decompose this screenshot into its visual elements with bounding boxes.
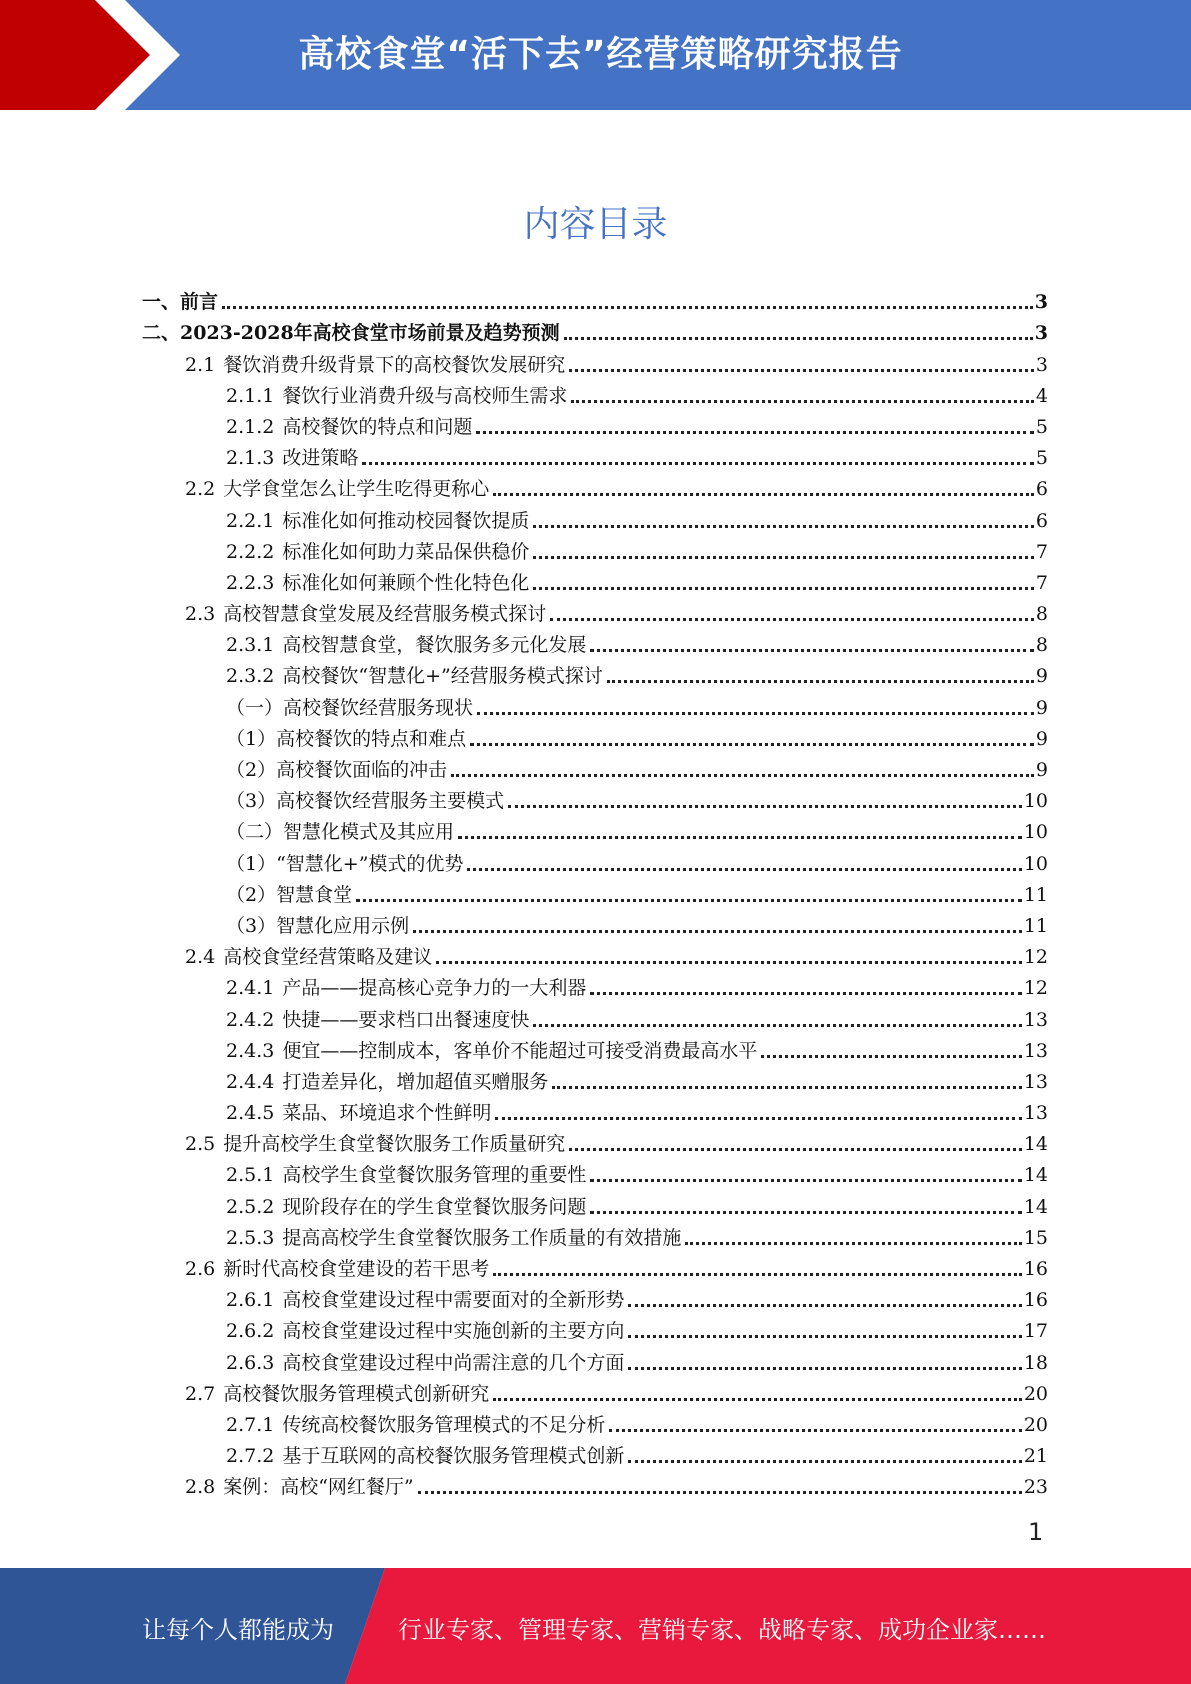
toc-entry-page: 3 (1034, 322, 1048, 345)
toc-entry[interactable] (142, 969, 1048, 1000)
toc-entry[interactable] (142, 1187, 1048, 1218)
toc-entry-number: 2.4.4 (226, 1070, 275, 1093)
toc-entry-title: 高校食堂经营策略及建议 (223, 946, 433, 969)
toc-entry-number: 2.5.2 (226, 1195, 275, 1218)
toc-entry-page: 10 (1023, 790, 1048, 813)
toc-dot-leader (628, 1355, 1021, 1370)
toc-entry-page: 21 (1023, 1445, 1048, 1468)
toc-entry-page: 15 (1023, 1226, 1048, 1249)
toc-entry-number: 2.6.2 (226, 1320, 275, 1343)
toc-entry-page: 13 (1023, 1102, 1048, 1125)
toc-dot-leader (467, 856, 1021, 871)
toc-entry[interactable] (142, 408, 1048, 439)
toc-entry-title: （二）智慧化模式及其应用 (226, 821, 455, 844)
toc-entry-number: 2.1.2 (226, 415, 275, 438)
toc-entry[interactable] (142, 688, 1048, 719)
toc-entry-page: 20 (1023, 1413, 1048, 1436)
toc-dot-leader (476, 419, 1034, 434)
toc-entry-page: 16 (1023, 1289, 1048, 1312)
toc-entry-title: （1）高校餐饮的特点和难点 (226, 727, 467, 750)
toc-dot-leader (590, 1167, 1021, 1182)
toc-entry-title: 提升高校学生食堂餐饮服务工作质量研究 (223, 1133, 566, 1156)
toc-entry-page: 9 (1035, 727, 1048, 750)
toc-entry-page: 5 (1035, 415, 1048, 438)
toc-dot-leader (628, 1292, 1021, 1307)
toc-entry-title: 高校食堂建设过程中尚需注意的几个方面 (282, 1351, 625, 1374)
toc-entry-number: 2.4.5 (226, 1102, 275, 1125)
toc-entry[interactable] (142, 626, 1048, 657)
toc-entry-title: （3）高校餐饮经营服务主要模式 (226, 790, 505, 813)
toc-entry-title: 快捷——要求档口出餐速度快 (282, 1008, 530, 1031)
toc-entry-title: 改进策略 (282, 447, 359, 470)
toc-entry-page: 14 (1023, 1133, 1048, 1156)
toc-entry-page: 6 (1035, 509, 1048, 532)
toc-entry[interactable] (142, 1468, 1048, 1499)
toc-entry-title: 高校智慧食堂，餐饮服务多元化发展 (282, 634, 587, 657)
toc-entry[interactable] (142, 720, 1048, 751)
toc-entry-title: （1）“智慧化+”模式的优势 (226, 852, 464, 875)
footer-banner (0, 1568, 1191, 1684)
toc-entry-page: 11 (1023, 883, 1048, 906)
toc-entry-title: 前言 (180, 291, 219, 314)
toc-entry-number: 2.7 (185, 1382, 216, 1405)
toc-entry-number: 2.4.2 (226, 1008, 275, 1031)
toc-entry[interactable] (142, 1063, 1048, 1094)
toc-entry-number: 2.1 (185, 353, 216, 376)
toc-entry-number: 2.5.1 (226, 1164, 275, 1187)
toc-entry[interactable] (142, 1219, 1048, 1250)
toc-entry-title: 餐饮行业消费升级与高校师生需求 (282, 384, 568, 407)
toc-entry-page: 7 (1035, 571, 1048, 594)
toc-entry-title: 标准化如何助力菜品保供稳价 (282, 540, 530, 563)
toc-dot-leader (356, 887, 1022, 902)
toc-dot-leader (533, 1012, 1021, 1027)
toc-entry-page: 7 (1035, 540, 1048, 563)
toc-dot-leader (493, 1261, 1022, 1276)
toc-entry-page: 10 (1023, 852, 1048, 875)
toc-dot-leader (436, 949, 1022, 964)
toc-dot-leader (552, 1074, 1021, 1089)
toc-entry-page: 9 (1035, 696, 1048, 719)
toc-entry-title: 2023-2028年高校食堂市场前景及趋势预测 (180, 322, 560, 345)
toc-entry[interactable] (142, 470, 1048, 501)
toc-entry-title: 高校学生食堂餐饮服务管理的重要性 (282, 1164, 587, 1187)
toc-entry-title: 餐饮消费升级背景下的高校餐饮发展研究 (223, 353, 566, 376)
toc-entry-title: （2）高校餐饮面临的冲击 (226, 759, 448, 781)
toc-entry[interactable] (142, 907, 1048, 938)
toc-entry-number: 2.1.3 (226, 447, 275, 470)
toc-entry-page: 9 (1035, 759, 1048, 781)
toc-entry-page: 3 (1035, 353, 1048, 376)
toc-entry[interactable] (142, 876, 1048, 907)
header-title: 高校食堂“活下去”经营策略研究报告 (298, 34, 903, 75)
toc-entry-page: 10 (1023, 821, 1048, 844)
toc-dot-leader (493, 481, 1034, 496)
toc-entry[interactable] (142, 345, 1048, 376)
toc-entry-title: 产品——提高核心竞争力的一大利器 (282, 977, 587, 1000)
toc-entry-title: 案例：高校“网红餐厅” (223, 1476, 414, 1499)
toc-entry[interactable] (142, 595, 1048, 626)
toc-entry-number: 2.5.3 (226, 1226, 275, 1249)
toc-entry-title: 高校食堂建设过程中需要面对的全新形势 (282, 1289, 625, 1312)
toc-entry[interactable] (142, 1281, 1048, 1312)
toc-entry[interactable] (142, 1000, 1048, 1031)
toc-dot-leader (362, 450, 1034, 465)
toc-entry-number: 2.5 (185, 1133, 216, 1156)
toc-entry-number: 2.3.2 (226, 665, 275, 688)
toc-entry-title: 传统高校餐饮服务管理模式的不足分析 (282, 1413, 606, 1436)
toc-dot-leader (590, 637, 1034, 652)
toc-entry-title: 高校餐饮“智慧化+”经营服务模式探讨 (282, 665, 603, 688)
toc-entry-number: 2.6.1 (226, 1289, 275, 1312)
toc-entry[interactable] (142, 283, 1048, 314)
toc-entry-page: 20 (1023, 1382, 1048, 1405)
toc-entry-number: 2.4.3 (226, 1039, 275, 1062)
toc-entry-title: 标准化如何兼顾个性化特色化 (282, 571, 530, 594)
toc-entry[interactable] (142, 1125, 1048, 1156)
toc-entry-page: 9 (1035, 665, 1048, 688)
toc-entry-page: 6 (1035, 478, 1048, 501)
toc-entry-title: 菜品、环境追求个性鲜明 (282, 1102, 492, 1125)
toc-entry-number: 2.2 (185, 478, 216, 501)
toc-dot-leader (451, 762, 1034, 777)
table-of-contents (142, 283, 1048, 1499)
toc-entry-number: 2.8 (185, 1476, 216, 1499)
toc-entry[interactable] (142, 1094, 1048, 1125)
toc-entry-page: 11 (1023, 914, 1048, 937)
toc-entry-number: 二、 (142, 322, 181, 345)
toc-entry-page: 14 (1023, 1195, 1048, 1218)
toc-entry-number: 2.6 (185, 1258, 216, 1280)
toc-entry-title: 打造差异化，增加超值买赠服务 (282, 1070, 549, 1093)
toc-entry-number: 2.2.2 (226, 540, 275, 563)
toc-entry-page: 3 (1034, 291, 1048, 314)
toc-dot-leader (458, 824, 1022, 839)
toc-dot-leader (495, 1105, 1021, 1120)
toc-entry[interactable] (142, 751, 1048, 782)
toc-entry-number: 2.2.3 (226, 571, 275, 594)
toc-entry-title: 大学食堂怎么让学生吃得更称心 (223, 478, 490, 501)
toc-entry-title: 高校餐饮服务管理模式创新研究 (223, 1382, 490, 1405)
toc-entry-page: 13 (1023, 1070, 1048, 1093)
toc-dot-leader (590, 1199, 1021, 1214)
toc-entry-page: 16 (1023, 1258, 1048, 1280)
toc-entry-number: 2.7.2 (226, 1445, 275, 1468)
toc-dot-leader (628, 1448, 1021, 1463)
toc-entry-number: 2.3.1 (226, 634, 275, 657)
toc-entry-page: 8 (1035, 634, 1048, 657)
toc-entry[interactable] (142, 1375, 1048, 1406)
toc-entry-number: 2.1.1 (226, 384, 275, 407)
toc-entry[interactable] (142, 657, 1048, 688)
toc-entry[interactable] (142, 844, 1048, 875)
toc-dot-leader (564, 325, 1033, 340)
toc-dot-leader (569, 357, 1034, 372)
toc-dot-leader (508, 793, 1022, 808)
page-number: 1 (1028, 1518, 1044, 1546)
toc-entry-title: （3）智慧化应用示例 (226, 914, 410, 937)
toc-entry[interactable] (142, 1437, 1048, 1468)
toc-entry-title: 高校食堂建设过程中实施创新的主要方向 (282, 1320, 625, 1343)
toc-entry-number: 2.2.1 (226, 509, 275, 532)
toc-entry-title: 现阶段存在的学生食堂餐饮服务问题 (282, 1195, 587, 1218)
toc-entry-page: 13 (1023, 1008, 1048, 1031)
toc-entry-title: （一）高校餐饮经营服务现状 (226, 696, 474, 719)
toc-entry[interactable] (142, 533, 1048, 564)
toc-entry-title: 高校餐饮的特点和问题 (282, 415, 473, 438)
header-banner (0, 0, 1191, 110)
toc-entry-number: 2.7.1 (226, 1413, 275, 1436)
toc-dot-leader (533, 544, 1034, 559)
toc-entry-number: 2.4 (185, 946, 216, 969)
toc-entry[interactable] (142, 377, 1048, 408)
toc-entry[interactable] (142, 564, 1048, 595)
toc-dot-leader (418, 1479, 1022, 1494)
footer-slogan-left: 让每个人都能成为 (142, 1616, 334, 1644)
toc-entry-number: 一、 (142, 291, 181, 314)
toc-entry-page: 23 (1023, 1476, 1048, 1499)
toc-dot-leader (533, 575, 1034, 590)
toc-entry[interactable] (142, 1343, 1048, 1374)
toc-entry-page: 17 (1023, 1320, 1048, 1343)
toc-dot-leader (569, 1136, 1022, 1151)
toc-entry-page: 5 (1035, 447, 1048, 470)
toc-entry-title: 基于互联网的高校餐饮服务管理模式创新 (282, 1445, 625, 1468)
toc-entry[interactable] (142, 314, 1048, 345)
toc-dot-leader (607, 668, 1034, 683)
toc-entry-title: 高校智慧食堂发展及经营服务模式探讨 (223, 603, 547, 626)
toc-dot-leader (413, 918, 1022, 933)
toc-title: 内容目录 (523, 204, 668, 245)
toc-entry-title: 提高高校学生食堂餐饮服务工作质量的有效措施 (282, 1226, 682, 1249)
toc-entry-page: 12 (1023, 946, 1048, 969)
toc-entry-page: 18 (1023, 1351, 1048, 1374)
footer-slogan-right: 行业专家、管理专家、营销专家、战略专家、成功企业家…… (398, 1616, 1046, 1644)
toc-entry-page: 8 (1035, 603, 1048, 626)
toc-entry-page: 12 (1023, 977, 1048, 1000)
toc-entry[interactable] (142, 1312, 1048, 1343)
toc-entry[interactable] (142, 439, 1048, 470)
toc-dot-leader (533, 513, 1034, 528)
toc-entry-page: 4 (1035, 384, 1048, 407)
toc-entry-number: 2.4.1 (226, 977, 275, 1000)
toc-dot-leader (571, 388, 1034, 403)
toc-entry-title: 便宜——控制成本，客单价不能超过可接受消费最高水平 (282, 1039, 758, 1062)
toc-entry-page: 14 (1023, 1164, 1048, 1187)
toc-entry[interactable] (142, 782, 1048, 813)
toc-entry[interactable] (142, 1156, 1048, 1187)
toc-dot-leader (550, 606, 1034, 621)
toc-entry-title: （2）智慧食堂 (226, 883, 353, 906)
toc-entry-number: 2.6.3 (226, 1351, 275, 1374)
toc-dot-leader (222, 294, 1033, 309)
toc-dot-leader (761, 1043, 1021, 1058)
toc-entry[interactable] (142, 938, 1048, 969)
toc-dot-leader (590, 980, 1021, 995)
toc-dot-leader (470, 731, 1034, 746)
toc-dot-leader (685, 1230, 1021, 1245)
toc-entry[interactable] (142, 1250, 1048, 1281)
toc-entry[interactable] (142, 1406, 1048, 1437)
toc-entry-number: 2.3 (185, 603, 216, 626)
toc-entry[interactable] (142, 813, 1048, 844)
toc-entry[interactable] (142, 1032, 1048, 1063)
toc-dot-leader (609, 1417, 1021, 1432)
toc-dot-leader (628, 1323, 1021, 1338)
toc-entry[interactable] (142, 501, 1048, 532)
toc-entry-title: 新时代高校食堂建设的若干思考 (223, 1258, 490, 1280)
toc-entry-page: 13 (1023, 1039, 1048, 1062)
toc-dot-leader (477, 700, 1034, 715)
toc-dot-leader (493, 1386, 1022, 1401)
toc-entry-title: 标准化如何推动校园餐饮提质 (282, 509, 530, 532)
